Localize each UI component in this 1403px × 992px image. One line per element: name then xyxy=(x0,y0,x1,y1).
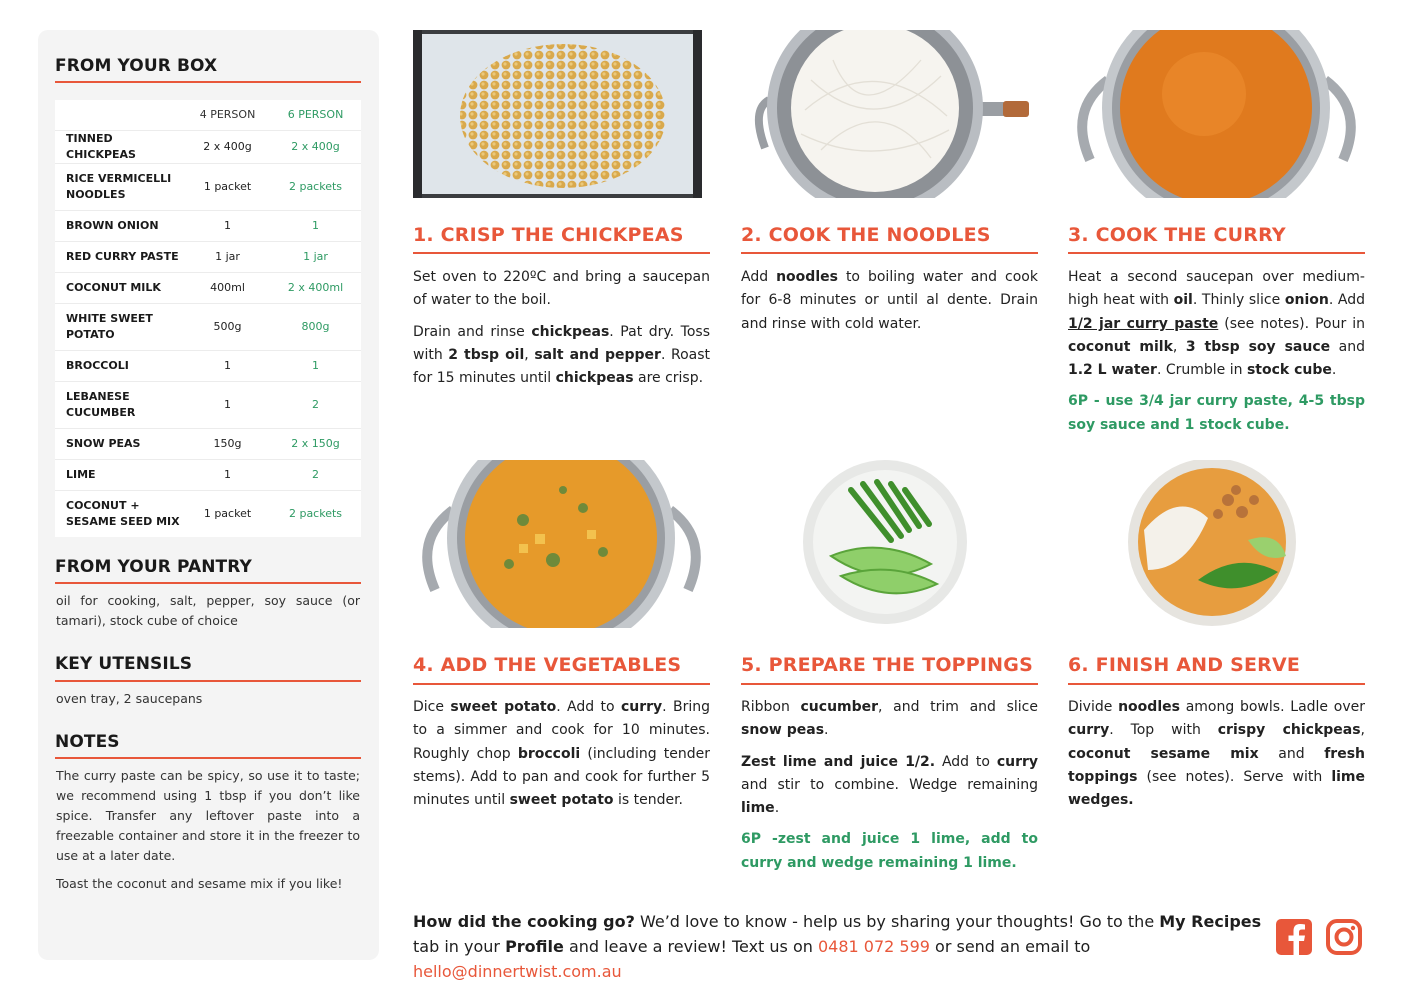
qty-6: 1 jar xyxy=(270,241,361,272)
table-row xyxy=(55,303,361,350)
vegetable-curry-photo xyxy=(413,460,710,628)
table-row xyxy=(55,490,361,537)
step-1-body xyxy=(413,266,710,398)
step-6-title: 6. FINISH AND SERVE xyxy=(1068,654,1301,676)
step-6-rule xyxy=(1068,683,1365,685)
instagram-icon[interactable] xyxy=(1325,918,1363,956)
ingredient-name: COCONUT + SESAME SEED MIX xyxy=(55,490,185,537)
qty-4: 1 xyxy=(185,210,270,241)
qty-6: 2 xyxy=(270,459,361,490)
step-3-rule xyxy=(1068,252,1365,254)
email-link[interactable]: hello@dinnertwist.com.au xyxy=(413,962,622,981)
step-5-para-2: Zest lime and juice 1/2. Add to curry and stir to combine. Wedge remaining lime. xyxy=(741,753,1039,817)
qty-6: 2 xyxy=(270,381,361,428)
step-3-body xyxy=(1068,266,1365,445)
qty-4: 1 xyxy=(185,459,270,490)
ingredient-name: RICE VERMICELLI NOODLES xyxy=(55,163,185,210)
utensils-text: oven tray, 2 saucepans xyxy=(56,691,203,706)
step-5-title: 5. PREPARE THE TOPPINGS xyxy=(741,654,1033,676)
step-5-para-1: Ribbon cucumber, and trim and slice snow peas. xyxy=(741,699,1038,739)
notes-text-1: The curry paste can be spicy, so use it to taste; we recommend using 1 tbsp if you don’t like spice. Transfer any leftover paste into a freezable container and store it in the freezer to use at a later date. xyxy=(56,768,360,863)
qty-4: 1 jar xyxy=(185,241,270,272)
qty-6: 2 x 400g xyxy=(270,130,361,163)
qty-6: 2 x 400ml xyxy=(270,272,361,303)
step-2-title: 2. COOK THE NOODLES xyxy=(741,224,991,246)
ingredient-name: LIME xyxy=(55,459,185,490)
step-4-para-1: Dice sweet potato. Add to curry. Bring to a simmer and cook for 10 minutes. Roughly chop broccoli (including tender stems). Add to pan and cook for further 5 minutes until sweet potato is tender. xyxy=(413,699,710,809)
qty-4: 1 packet xyxy=(185,163,270,210)
step-1-para-2: Drain and rinse chickpeas. Pat dry. Toss with 2 tbsp oil, salt and pepper. Roast for 15 minutes until chickpeas are crisp. xyxy=(413,323,711,387)
curry-pot-photo xyxy=(1068,30,1365,198)
table-row xyxy=(55,381,361,428)
qty-4: 150g xyxy=(185,428,270,459)
step-1-rule xyxy=(413,252,710,254)
table-row xyxy=(55,241,361,272)
table-row xyxy=(55,428,361,459)
step-3-title: 3. COOK THE CURRY xyxy=(1068,224,1286,246)
table-row xyxy=(55,130,361,163)
phone-link[interactable]: 0481 072 599 xyxy=(817,937,930,956)
table-row xyxy=(55,163,361,210)
finished-bowl-photo xyxy=(1068,460,1365,628)
step-4-title: 4. ADD THE VEGETABLES xyxy=(413,654,682,676)
qty-6: 2 packets xyxy=(270,490,361,537)
facebook-icon[interactable] xyxy=(1275,918,1313,956)
step-5-rule xyxy=(741,683,1038,685)
step-6-body xyxy=(1068,696,1365,820)
step-1-para-1: Set oven to 220ºC and bring a saucepan of water to the boil. xyxy=(413,269,710,309)
ingredient-name: TINNED CHICKPEAS xyxy=(55,130,185,163)
ingredient-name: BROCCOLI xyxy=(55,350,185,381)
ingredient-col-header xyxy=(55,100,185,130)
step-4-rule xyxy=(413,683,710,685)
table-row xyxy=(55,459,361,490)
heading-rule xyxy=(55,757,361,759)
utensils-heading: KEY UTENSILS xyxy=(55,654,193,674)
table-row xyxy=(55,210,361,241)
qty-6: 1 xyxy=(270,210,361,241)
qty-6: 2 packets xyxy=(270,163,361,210)
qty-4: 1 packet xyxy=(185,490,270,537)
four-person-header: 4 PERSON xyxy=(199,108,256,122)
ingredient-name: COCONUT MILK xyxy=(55,272,185,303)
pantry-text: oil for cooking, salt, pepper, soy sauce (or tamari), stock cube of choice xyxy=(56,593,360,628)
step-2-rule xyxy=(741,252,1038,254)
ingredients-table xyxy=(55,100,361,537)
heading-rule xyxy=(55,680,361,682)
toppings-plate-photo xyxy=(741,460,1038,628)
table-row xyxy=(55,350,361,381)
chickpeas-tray-photo xyxy=(413,30,702,198)
ingredient-name: BROWN ONION xyxy=(55,210,185,241)
ingredient-name: SNOW PEAS xyxy=(55,428,185,459)
from-your-box-heading: FROM YOUR BOX xyxy=(55,56,218,76)
qty-4: 500g xyxy=(185,303,270,350)
step-4-body xyxy=(413,696,710,820)
review-footer: How did the cooking go? We’d love to know - help us by sharing your thoughts! Go to the My Recipes tab in your Profile and leave a review! Text us on 0481 072 599 or send an email to hello@dinnertwist.com.au xyxy=(413,912,1262,981)
qty-6: 2 x 150g xyxy=(270,428,361,459)
ingredient-name: LEBANESE CUCUMBER xyxy=(55,381,185,428)
qty-6: 1 xyxy=(270,350,361,381)
notes-text-2: Toast the coconut and sesame mix if you like! xyxy=(56,876,343,891)
step-3-six-person-note: 6P - use 3/4 jar curry paste, 4-5 tbsp soy sauce and 1 stock cube. xyxy=(1068,393,1365,433)
qty-4: 1 xyxy=(185,381,270,428)
step-1-title: 1. CRISP THE CHICKPEAS xyxy=(413,224,684,246)
notes-heading: NOTES xyxy=(55,732,120,752)
pantry-heading: FROM YOUR PANTRY xyxy=(55,557,252,577)
qty-4: 1 xyxy=(185,350,270,381)
ingredient-name: RED CURRY PASTE xyxy=(55,241,185,272)
six-person-header: 6 PERSON xyxy=(287,108,344,122)
table-row xyxy=(55,272,361,303)
noodles-strainer-photo xyxy=(741,30,1038,198)
step-5-six-person-note: 6P -zest and juice 1 lime, add to curry and wedge remaining 1 lime. xyxy=(741,831,1038,871)
qty-4: 2 x 400g xyxy=(185,130,270,163)
ingredients-sidebar xyxy=(38,30,379,960)
step-3-para-1: Heat a second saucepan over medium-high heat with oil. Thinly slice onion. Add 1/2 jar curry paste (see notes). Pour in coconut milk, 3 tbsp soy sauce and 1.2 L water. Crumble in stock cube. xyxy=(1068,269,1365,379)
qty-6: 800g xyxy=(270,303,361,350)
step-6-para-1: Divide noodles among bowls. Ladle over curry. Top with crispy chickpeas, coconut sesame mix and fresh toppings (see notes). Serve with lime wedges. xyxy=(1068,699,1365,809)
ingredient-name: WHITE SWEET POTATO xyxy=(55,303,185,350)
heading-rule xyxy=(55,582,361,584)
qty-4: 400ml xyxy=(185,272,270,303)
step-2-body xyxy=(741,266,1038,344)
step-5-body xyxy=(741,696,1038,883)
heading-rule xyxy=(55,81,361,83)
step-2-para-1: Add noodles to boiling water and cook for 6-8 minutes or until al dente. Drain and rinse with cold water. xyxy=(741,269,1038,332)
